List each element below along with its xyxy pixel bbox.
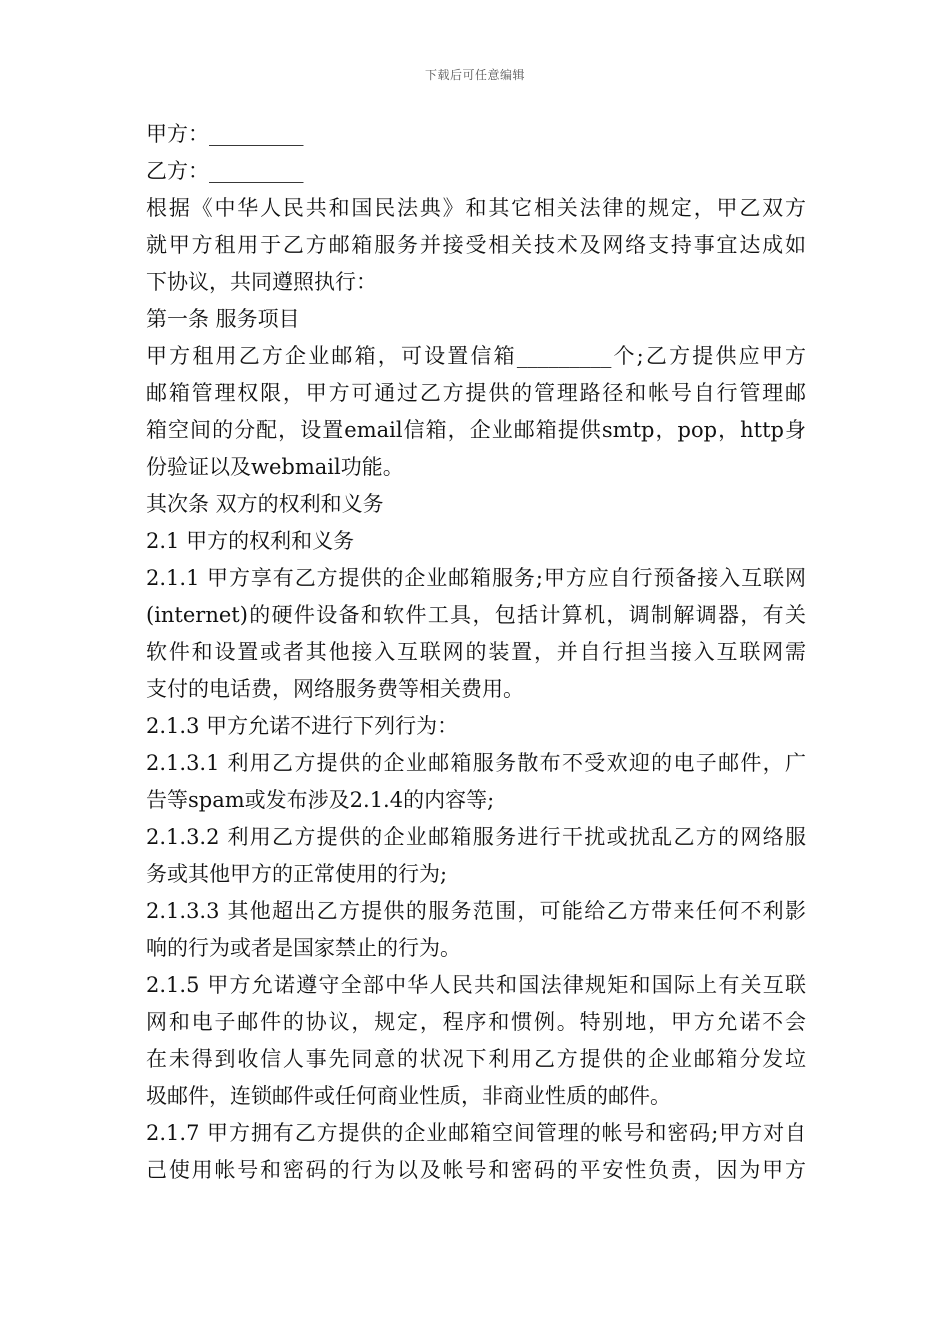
paragraph-line: 份验证以及webmail功能。 — [146, 455, 404, 479]
paragraph-line: 2.1.1 甲方享有乙方提供的企业邮箱服务;甲方应自行预备接入互联网 — [146, 566, 806, 590]
paragraph-line: 2.1.7 甲方拥有乙方提供的企业邮箱空间管理的帐号和密码;甲方对自 — [146, 1121, 806, 1145]
paragraph-line: 己使用帐号和密码的行为以及帐号和密码的平安性负责，因为甲方 — [146, 1158, 806, 1182]
paragraph-line: 在未得到收信人事先同意的状况下利用乙方提供的企业邮箱分发垃 — [146, 1047, 806, 1071]
paragraph-line: 2.1.3.3 其他超出乙方提供的服务范围，可能给乙方带来任何不利影 — [146, 899, 806, 923]
clause-2-1-5 — [146, 967, 806, 1115]
paragraph-line: 支付的电话费，网络服务费等相关费用。 — [146, 677, 524, 701]
clause-2-1-3-2 — [146, 819, 806, 893]
paragraph-line: 网和电子邮件的协议，规定，程序和惯例。特别地，甲方允诺不会 — [146, 1010, 806, 1034]
paragraph-line: (internet)的硬件设备和软件工具，包括计算机，调制解调器，有关 — [146, 603, 806, 627]
intro-paragraph — [146, 190, 806, 301]
paragraph-line: 就甲方租用于乙方邮箱服务并接受相关技术及网络支持事宜达成如 — [146, 233, 806, 257]
article-2-title: 其次条 双方的权利和义务 — [146, 492, 384, 516]
clause-2-1-3: 2.1.3 甲方允诺不进行下列行为： — [146, 714, 459, 738]
paragraph-line: 圾邮件，连锁邮件或任何商业性质，非商业性质的邮件。 — [146, 1084, 671, 1108]
paragraph-line: 告等spam或发布涉及2.1.4的内容等; — [146, 788, 495, 812]
party-b-line: 乙方：_________ — [146, 159, 304, 183]
paragraph-line: 2.1.3.1 利用乙方提供的企业邮箱服务散布不受欢迎的电子邮件，广 — [146, 751, 806, 775]
article-1-title: 第一条 服务项目 — [146, 307, 300, 331]
paragraph-line: 务或其他甲方的正常使用的行为; — [146, 862, 448, 886]
paragraph-line: 软件和设置或者其他接入互联网的装置，并自行担当接入互联网需 — [146, 640, 806, 664]
document-body — [146, 116, 806, 1189]
paragraph-line: 邮箱管理权限，甲方可通过乙方提供的管理路径和帐号自行管理邮 — [146, 381, 806, 405]
article-1-body — [146, 338, 806, 486]
paragraph-line: 甲方租用乙方企业邮箱，可设置信箱_________个;乙方提供应甲方 — [146, 344, 806, 368]
party-a-line: 甲方：_________ — [146, 122, 304, 146]
paragraph-line: 2.1.5 甲方允诺遵守全部中华人民共和国法律规矩和国际上有关互联 — [146, 973, 806, 997]
paragraph-line: 下协议，共同遵照执行： — [146, 270, 377, 294]
clause-2-1-7 — [146, 1115, 806, 1189]
paragraph-line: 2.1.3.2 利用乙方提供的企业邮箱服务进行干扰或扰乱乙方的网络服 — [146, 825, 806, 849]
clause-2-1-3-3 — [146, 893, 806, 967]
section-2-1-title: 2.1 甲方的权利和义务 — [146, 529, 355, 553]
paragraph-line: 响的行为或者是国家禁止的行为。 — [146, 936, 461, 960]
paragraph-line: 根据《中华人民共和国民法典》和其它相关法律的规定，甲乙双方 — [146, 196, 806, 220]
clause-2-1-1 — [146, 560, 806, 708]
page-header: 下载后可任意编辑 — [424, 68, 525, 82]
paragraph-line: 箱空间的分配，设置email信箱，企业邮箱提供smtp，pop，http身 — [146, 418, 806, 442]
clause-2-1-3-1 — [146, 745, 806, 819]
